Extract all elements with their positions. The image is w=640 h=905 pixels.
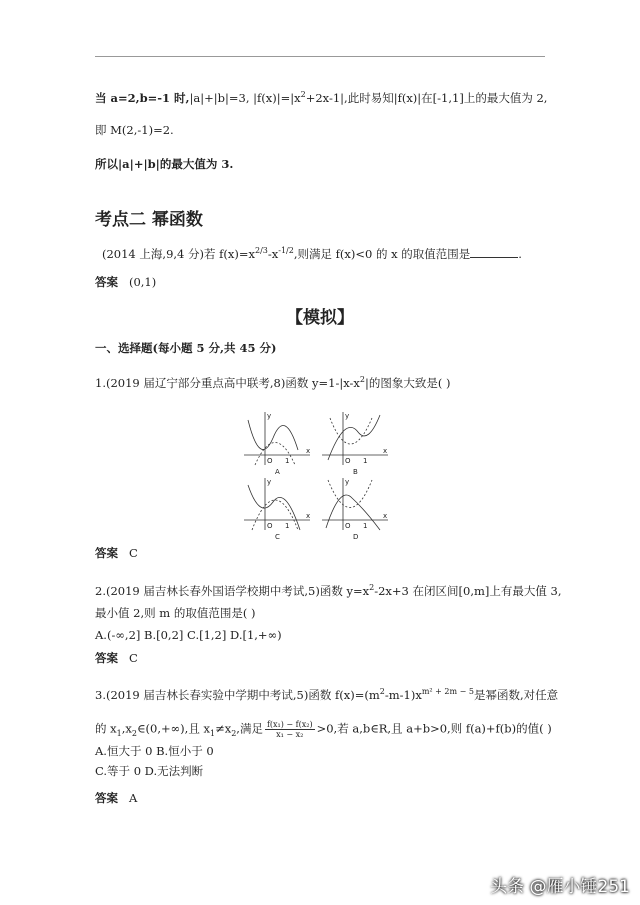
sup: -1/2 — [278, 246, 294, 255]
text: |a|+|b|=3, |f(x)|=|x — [189, 90, 301, 105]
text: ,则满足 f(x)<0 的 x 的取值范围是 — [293, 246, 471, 261]
answer-value: C — [128, 546, 138, 560]
answer-4 — [95, 790, 137, 806]
text: ,x — [121, 721, 132, 736]
sub: 2 — [231, 728, 237, 738]
label-y: y — [345, 478, 350, 486]
label-x: x — [306, 447, 311, 455]
sup: 2 — [379, 687, 385, 696]
text-bold: 当 a=2,b=-1 时, — [95, 90, 190, 105]
text: +2x-1|,此时易知|f(x)|在[-1,1]上的最大值为 2, — [305, 90, 548, 105]
answer-label: 答案 — [95, 791, 118, 805]
answer-value: C — [128, 651, 138, 665]
text: 2.(2019 届吉林长春外国语学校期中考试,5)函数 y=x — [95, 583, 370, 598]
label-one: 1 — [285, 457, 290, 465]
text-line-3: 所以|a|+|b|的最大值为 3. — [95, 157, 234, 171]
question-3-line1 — [95, 684, 558, 703]
question-3-line2 — [95, 720, 552, 742]
label-o: O — [345, 457, 351, 465]
text: -2x+3 在闭区间[0,m]上有最大值 3, — [374, 583, 562, 598]
sup: 2 — [359, 375, 365, 384]
text: 的 x — [95, 721, 117, 736]
text: 1.(2019 届辽宁部分重点高中联考,8)函数 y=1-|x-x — [95, 375, 360, 390]
label-b: B — [353, 468, 358, 476]
label-d: D — [353, 533, 359, 540]
question-2-line2: 最小值 2,则 m 的取值范围是( ) — [95, 606, 256, 620]
question-2-line1 — [95, 580, 562, 599]
answer-2 — [95, 545, 138, 561]
text-line-2: 即 M(2,-1)=2. — [95, 123, 174, 137]
label-x: x — [383, 447, 388, 455]
sup: 2 — [369, 583, 375, 592]
label-x: x — [383, 512, 388, 520]
answer-label: 答案 — [95, 275, 118, 289]
label-y: y — [267, 412, 272, 420]
text: ,满足 — [236, 721, 263, 736]
section-heading: 考点二 幂函数 — [95, 210, 203, 230]
frac-num: f(x₁) − f(x₂) — [266, 720, 313, 729]
question-3-optA: A.恒大于 0 B.恒小于 0 — [95, 744, 214, 758]
dash-c — [252, 500, 298, 530]
text: -m-1)x — [384, 687, 422, 702]
text: |的图象大致是( ) — [364, 375, 451, 390]
label-one: 1 — [363, 522, 368, 530]
curve-a — [248, 420, 298, 450]
dash-d — [328, 480, 372, 508]
sub: 1 — [209, 728, 216, 738]
text: >0,若 a,b∈R,且 a+b>0,则 f(a)+f(b)的值( ) — [316, 721, 552, 736]
answer-1 — [95, 274, 156, 290]
label-y: y — [345, 412, 350, 420]
frac-den: x₁ − x₂ — [276, 730, 304, 739]
answer-value: (0,1) — [128, 275, 157, 289]
text: (2014 上海,9,4 分)若 f(x)=x — [102, 246, 255, 261]
question-1 — [95, 372, 450, 391]
label-o: O — [345, 522, 351, 530]
label-o: O — [267, 457, 273, 465]
label-o: O — [267, 522, 273, 530]
curve-c — [248, 485, 300, 530]
text: -x — [267, 246, 279, 261]
label-c: C — [275, 533, 280, 540]
answer-3 — [95, 650, 138, 666]
text: 是幂函数,对任意 — [473, 687, 559, 702]
label-one: 1 — [363, 457, 368, 465]
sub: 1 — [116, 728, 122, 738]
label-x: x — [306, 512, 311, 520]
label-one: 1 — [285, 522, 290, 530]
sub: 2 — [131, 728, 137, 738]
text: 3.(2019 届吉林长春实验中学期中考试,5)函数 f(x)=(m — [95, 687, 380, 702]
answer-value: A — [128, 791, 138, 805]
sup: 2/3 — [255, 246, 268, 255]
part-heading: 一、选择题(每小题 5 分,共 45 分) — [95, 341, 277, 355]
mock-title: 【模拟】 — [286, 308, 354, 328]
question-2014 — [102, 243, 522, 262]
answer-label: 答案 — [95, 546, 118, 560]
sup: m² + 2m − 5 — [421, 687, 474, 696]
label-a: A — [275, 468, 280, 476]
curve-d — [326, 495, 380, 530]
text-line-1 — [95, 87, 547, 106]
dash-b — [330, 418, 372, 444]
answer-label: 答案 — [95, 651, 118, 665]
question-3-optC: C.等于 0 D.无法判断 — [95, 764, 204, 778]
sup: 2 — [300, 90, 306, 99]
text: . — [518, 246, 522, 261]
graph-options — [240, 410, 390, 540]
answer-blank — [470, 247, 518, 258]
top-rule — [95, 56, 545, 57]
question-2-options: A.(-∞,2] B.[0,2] C.[1,2] D.[1,+∞) — [95, 628, 282, 642]
text: ∈(0,+∞),且 x — [137, 721, 210, 736]
label-y: y — [267, 478, 272, 486]
curve-b — [328, 415, 380, 460]
watermark: 头条 @雁小锤251 — [490, 877, 630, 897]
text: ≠x — [215, 721, 232, 736]
fraction — [265, 720, 315, 739]
